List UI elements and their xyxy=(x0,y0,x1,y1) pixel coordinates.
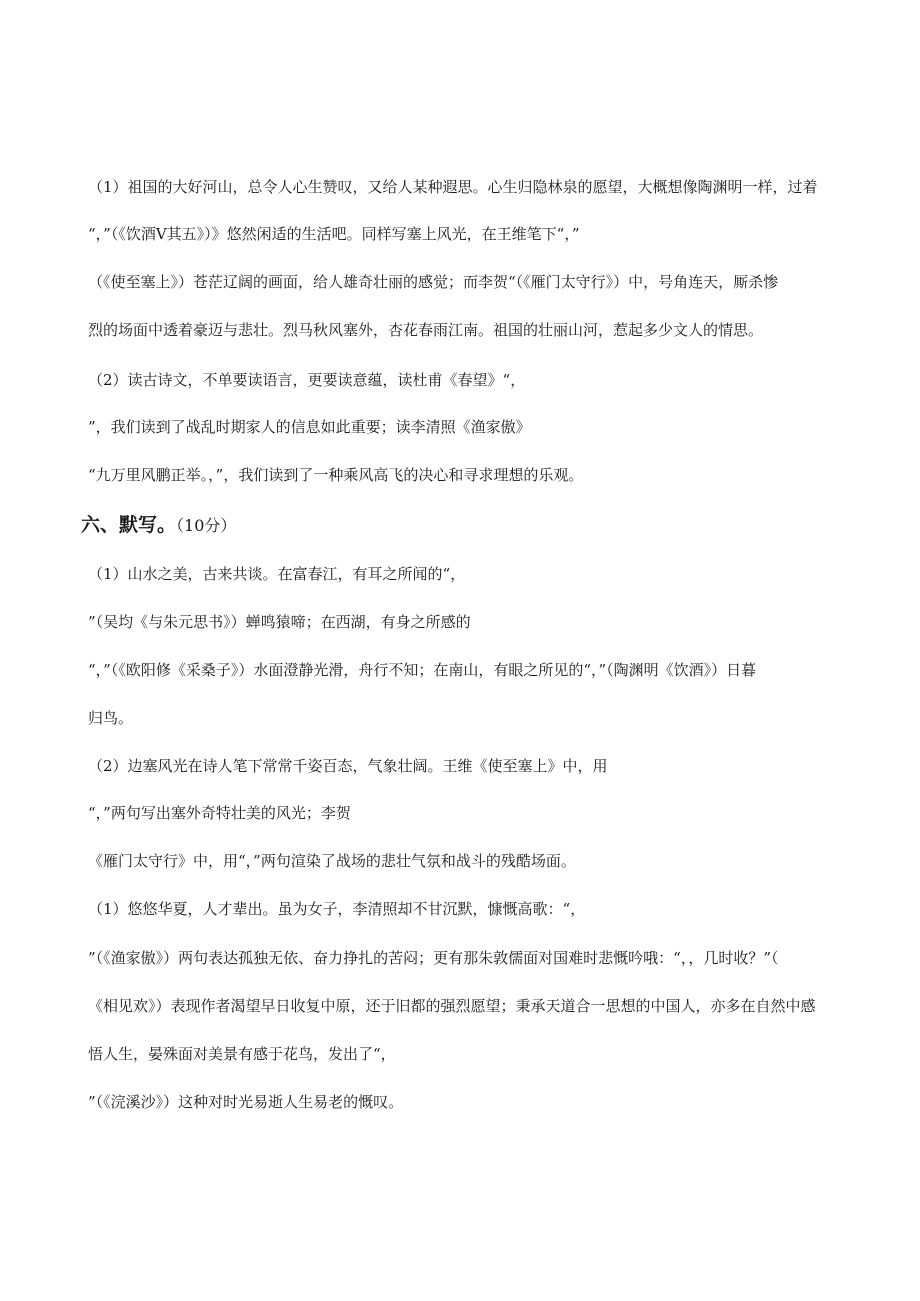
text-line: （2）读古诗文，不单要读语言，更要读意蕴，读杜甫《春望》“， xyxy=(88,371,526,389)
text-line: （1）祖国的大好河山，总令人心生赞叹，又给人某种遐思。心生归隐林泉的愿望，大概想像陶渊明一样，过着 xyxy=(88,178,818,196)
text-line: ”（《渔家傲》）两句表达孤独无依、奋力挣扎的苦闷；更有那朱敦儒面对国难时悲慨吟哦：“，，几时收？”（ xyxy=(88,949,779,967)
text-line: （1）山水之美，古来共谈。在富春江，有耳之所闻的“， xyxy=(88,565,466,583)
section-score: （10分） xyxy=(176,516,237,535)
text-line: 悟人生，晏殊面对美景有感于花鸟，发出了“， xyxy=(88,1045,396,1063)
text-line: 归鸟。 xyxy=(88,709,134,727)
text-line: ”，我们读到了战乱时期家人的信息如此重要；读李清照《渔家傲》 xyxy=(88,418,531,436)
text-line: “，”两句写出塞外奇特壮美的风光；李贺 xyxy=(88,804,351,822)
text-line: ”（吴均《与朱元思书》）蝉鸣猿啼；在西湖，有身之所感的 xyxy=(88,613,471,631)
text-line: “，”（《饮酒Ⅴ其五》）》悠然闲适的生活吧。同样写塞上风光，在王维笔下“，” xyxy=(88,225,580,243)
text-line: （2）边塞风光在诗人笔下常常千姿百态，气象壮阔。王维《使至塞上》中，用 xyxy=(88,757,608,775)
text-line: （《使至塞上》）苍茫辽阔的画面，给人雄奇壮丽的感觉；而李贺“（《雁门太守行》）中，号角连天，厮杀惨 xyxy=(88,273,779,291)
text-line: 烈的场面中透着豪迈与悲壮。烈马秋风塞外，杏花春雨江南。祖国的壮丽山河，惹起多少文人的情思。 xyxy=(88,321,764,339)
text-line: （1）悠悠华夏，人才辈出。虽为女子，李清照却不甘沉默，慷慨高歌：“， xyxy=(88,900,586,918)
text-line: 《相见欢》）表现作者渴望早日收复中原，还于旧都的强烈愿望；秉承天道合一思想的中国人，亦多在自然中感 xyxy=(88,997,816,1015)
text-line: ”（《浣溪沙》）这种对时光易逝人生易老的慨叹。 xyxy=(88,1093,404,1111)
section-heading xyxy=(81,513,236,538)
text-line: “九万里风鹏正举。，”，我们读到了一种乘风高飞的决心和寻求理想的乐观。 xyxy=(88,466,584,484)
text-line: 《雁门太守行》中，用“，”两句渲染了战场的悲壮气氛和战斗的残酷场面。 xyxy=(88,852,576,870)
text-line: “，”（《欧阳修《采桑子》）水面澄静光滑，舟行不知；在南山，有眼之所见的“，”（陶渊明《饮酒》）日暮 xyxy=(88,661,757,679)
section-title: 六、默写。 xyxy=(81,514,177,536)
